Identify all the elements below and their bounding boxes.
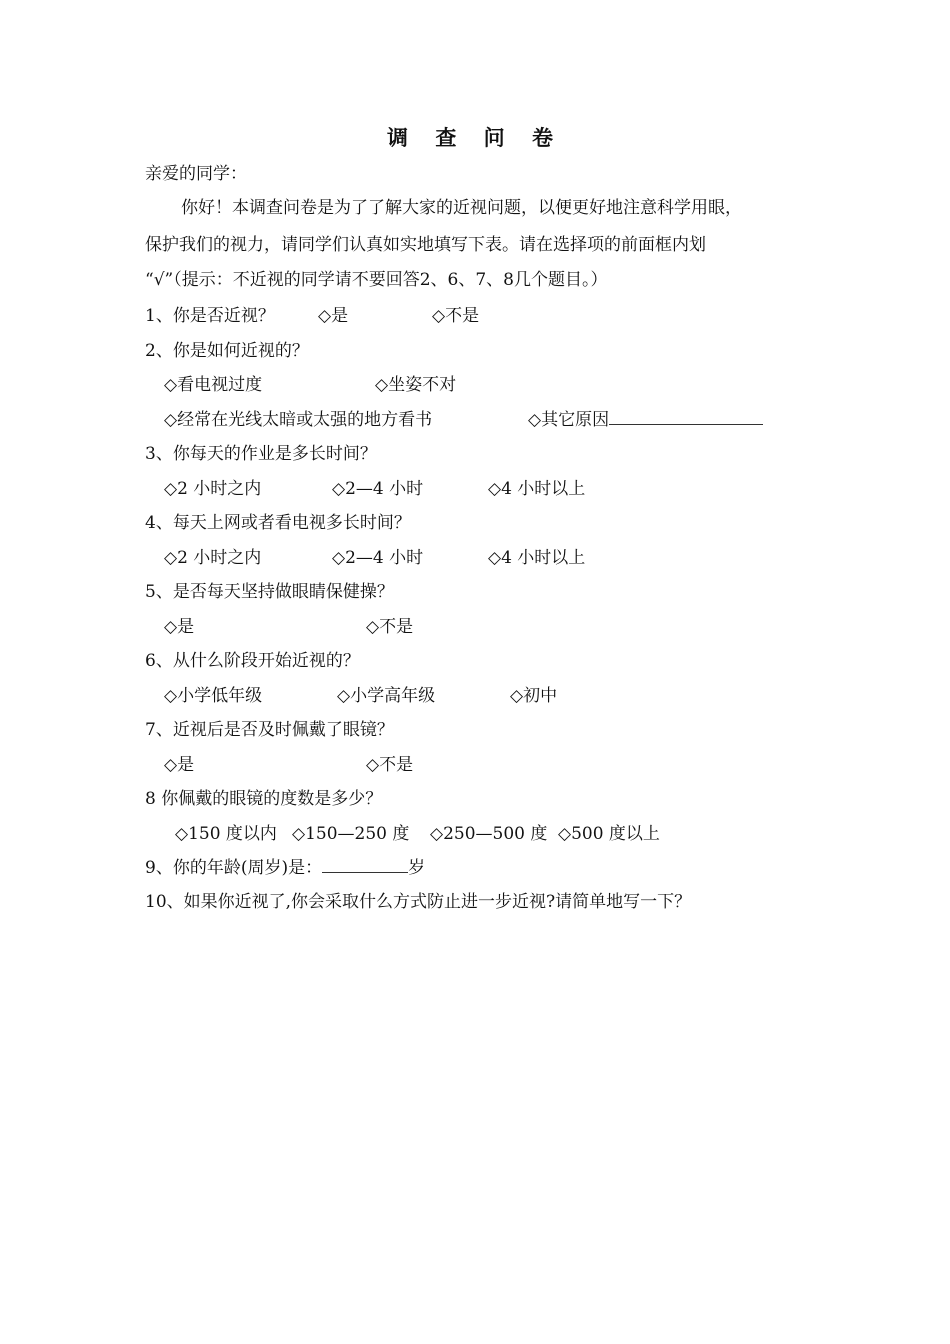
question-8: 8 你佩戴的眼镜的度数是多少？ xyxy=(145,789,383,809)
q5-option-yes[interactable]: ◇是 xyxy=(164,617,195,637)
q8-option-4[interactable]: ◇500 度以上 xyxy=(558,824,660,844)
q7-option-yes[interactable]: ◇是 xyxy=(164,755,195,775)
q4-option-1[interactable]: ◇2 小时之内 xyxy=(164,548,262,568)
question-6: 6、从什么阶段开始近视的？ xyxy=(145,651,360,671)
question-4: 4、每天上网或者看电视多长时间？ xyxy=(145,513,411,533)
question-2: 2、你是如何近视的？ xyxy=(145,341,309,361)
q7-option-no[interactable]: ◇不是 xyxy=(366,755,414,775)
q2-option-light[interactable]: ◇经常在光线太暗或太强的地方看书 xyxy=(164,410,433,430)
other-reason-blank[interactable] xyxy=(609,408,763,425)
question-5: 5、是否每天坚持做眼睛保健操？ xyxy=(145,582,394,602)
intro-line-3: “√”（提示：不近视的同学请不要回答2、6、7、8几个题目。） xyxy=(145,270,608,290)
q1-option-yes[interactable]: ◇是 xyxy=(318,306,349,326)
q6-option-1[interactable]: ◇小学低年级 xyxy=(164,686,263,706)
question-10: 10、如果你近视了,你会采取什么方式防止进一步近视?请简单地写一下？ xyxy=(145,892,692,912)
age-blank[interactable] xyxy=(322,856,408,873)
question-9-suffix: 岁 xyxy=(408,858,426,878)
q6-option-3[interactable]: ◇初中 xyxy=(510,686,558,706)
q3-option-2[interactable]: ◇2—4 小时 xyxy=(332,479,424,499)
question-1: 1、你是否近视？ xyxy=(145,306,275,326)
q2-option-posture[interactable]: ◇坐姿不对 xyxy=(375,375,457,395)
q6-option-2[interactable]: ◇小学高年级 xyxy=(337,686,436,706)
q8-option-1[interactable]: ◇150 度以内 xyxy=(175,824,277,844)
q8-option-2[interactable]: ◇150—250 度 xyxy=(292,824,410,844)
question-9 xyxy=(145,856,425,880)
q8-option-3[interactable]: ◇250—500 度 xyxy=(430,824,548,844)
question-9-prefix: 9、你的年龄(周岁)是： xyxy=(145,858,323,878)
q4-option-3[interactable]: ◇4 小时以上 xyxy=(488,548,586,568)
q2-option-other[interactable] xyxy=(528,408,763,432)
question-3: 3、你每天的作业是多长时间？ xyxy=(145,444,377,464)
q2-option-tv[interactable]: ◇看电视过度 xyxy=(164,375,263,395)
question-7: 7、近视后是否及时佩戴了眼镜？ xyxy=(145,720,394,740)
q1-option-no[interactable]: ◇不是 xyxy=(432,306,480,326)
q2-option-other-label: ◇其它原因 xyxy=(528,410,610,430)
q4-option-2[interactable]: ◇2—4 小时 xyxy=(332,548,424,568)
intro-line-1: 你好！本调查问卷是为了了解大家的近视问题，以便更好地注意科学用眼， xyxy=(181,198,742,218)
q3-option-3[interactable]: ◇4 小时以上 xyxy=(488,479,586,499)
q5-option-no[interactable]: ◇不是 xyxy=(366,617,414,637)
q3-option-1[interactable]: ◇2 小时之内 xyxy=(164,479,262,499)
greeting: 亲爱的同学： xyxy=(145,164,247,184)
page-title: 调 查 问 卷 xyxy=(387,125,563,150)
intro-line-2: 保护我们的视力，请同学们认真如实地填写下表。请在选择项的前面框内划 xyxy=(145,235,706,255)
